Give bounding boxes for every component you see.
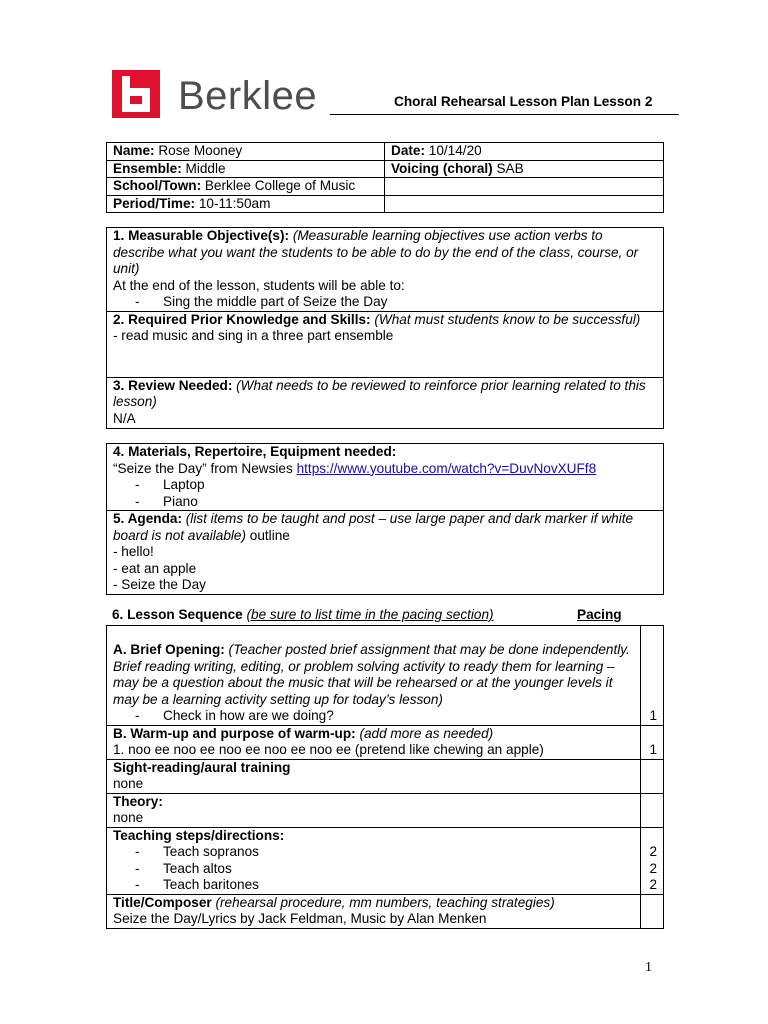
theory-cell: Theory: none [107, 793, 641, 827]
sight-reading-cell: Sight-reading/aural training none [107, 759, 641, 793]
list-item: - Teach altos [135, 860, 232, 876]
date-cell: Date: 10/14/20 [385, 143, 664, 161]
pacing-cell [641, 793, 664, 827]
voicing-cell: Voicing (choral) SAB [385, 160, 664, 178]
list-item: - hello! [113, 544, 154, 559]
title-composer-cell: Title/Composer (rehearsal procedure, mm numbers, teaching strategies) Seize the Day/Lyrics by Jack Feldman, Music by Alan Menken [107, 894, 641, 928]
table-row [107, 444, 664, 511]
list-item: - Seize the Day [113, 577, 206, 592]
berklee-logo-icon [112, 70, 160, 118]
info-table [106, 142, 664, 213]
prior-knowledge-cell: 2. Required Prior Knowledge and Skills: (What must students know to be successful) - read music and sing in a three part ensemble [107, 311, 664, 377]
objectives-table [106, 227, 664, 429]
brand-wordmark: Berklee [178, 74, 318, 118]
table-row [107, 626, 664, 726]
table-row [107, 311, 664, 377]
page-number: 1 [645, 960, 652, 975]
pacing-cell: 2 2 2 [641, 827, 664, 894]
table-row [107, 793, 664, 827]
title-underline [330, 114, 679, 115]
list-item: - Laptop [135, 477, 205, 492]
empty-cell [385, 195, 664, 213]
youtube-link[interactable]: https://www.youtube.com/watch?v=DuvNovXUFf8 [296, 460, 597, 476]
materials-cell: 4. Materials, Repertoire, Equipment needed: “Seize the Day” from Newsies https://www.youtube.com/watch?v=DuvNovXUFf8 - Laptop - Piano [107, 444, 664, 511]
ensemble-cell: Ensemble: Middle [107, 160, 385, 178]
pacing-cell [641, 894, 664, 928]
pacing-cell: 1 [641, 626, 664, 726]
agenda-cell: 5. Agenda: (list items to be taught and post – use large paper and dark marker if white board is not available) outline - hello! - eat an apple - Seize the Day [107, 511, 664, 595]
school-cell: School/Town: Berklee College of Music [107, 178, 385, 196]
sequence-table [106, 625, 664, 929]
table-row [107, 195, 664, 213]
list-item: - eat an apple [113, 560, 197, 576]
table-row [107, 894, 664, 928]
table-row [107, 143, 664, 161]
teaching-steps-cell: Teaching steps/directions: - Teach sopranos - Teach altos - Teach baritones [107, 827, 641, 894]
list-item: - Sing the middle part of Seize the Day [135, 294, 388, 309]
page-header [0, 0, 768, 130]
name-cell: Name: Rose Mooney [107, 143, 385, 161]
table-row [107, 228, 664, 312]
list-item: - Teach baritones [135, 877, 259, 892]
table-row [107, 759, 664, 793]
pacing-cell: 1 [641, 725, 664, 759]
period-cell: Period/Time: 10-11:50am [107, 195, 385, 213]
brief-opening-cell: A. Brief Opening: (Teacher posted brief assignment that may be done independently. Brief reading writing, editing, or problem solving activity to ready them for learning – may be a question about the music that will be rehearsed or at the younger levels it may be a learning activity setting up for today’s lesson) - Check in how are we doing? [107, 626, 641, 726]
table-row [107, 377, 664, 428]
objective-cell: 1. Measurable Objective(s): (Measurable learning objectives use action verbs to describe what you want the students to be able to do by the end of the class, course, or unit) At the end of the lesson, students will be able to: - Sing the middle part of Seize the Day [107, 228, 664, 312]
pacing-cell [641, 759, 664, 793]
review-cell: 3. Review Needed: (What needs to be reviewed to reinforce prior learning related to this lesson) N/A [107, 377, 664, 428]
lesson-sequence-heading: 6. Lesson Sequence (be sure to list time in the pacing section) [112, 607, 494, 622]
materials-table [106, 443, 664, 595]
empty-cell [385, 178, 664, 196]
table-row [107, 511, 664, 595]
table-row [107, 160, 664, 178]
list-item: - Check in how are we doing? [135, 708, 334, 723]
table-row [107, 178, 664, 196]
table-row [107, 827, 664, 894]
pacing-heading: Pacing [577, 607, 622, 622]
table-row [107, 725, 664, 759]
warmup-cell: B. Warm-up and purpose of warm-up: (add more as needed) 1. noo ee noo ee noo ee noo ee noo ee (pretend like chewing an apple) [107, 725, 641, 759]
list-item: - Teach sopranos [135, 844, 259, 859]
list-item: - Piano [135, 493, 198, 509]
document-title: Choral Rehearsal Lesson Plan Lesson 2 [394, 94, 653, 109]
